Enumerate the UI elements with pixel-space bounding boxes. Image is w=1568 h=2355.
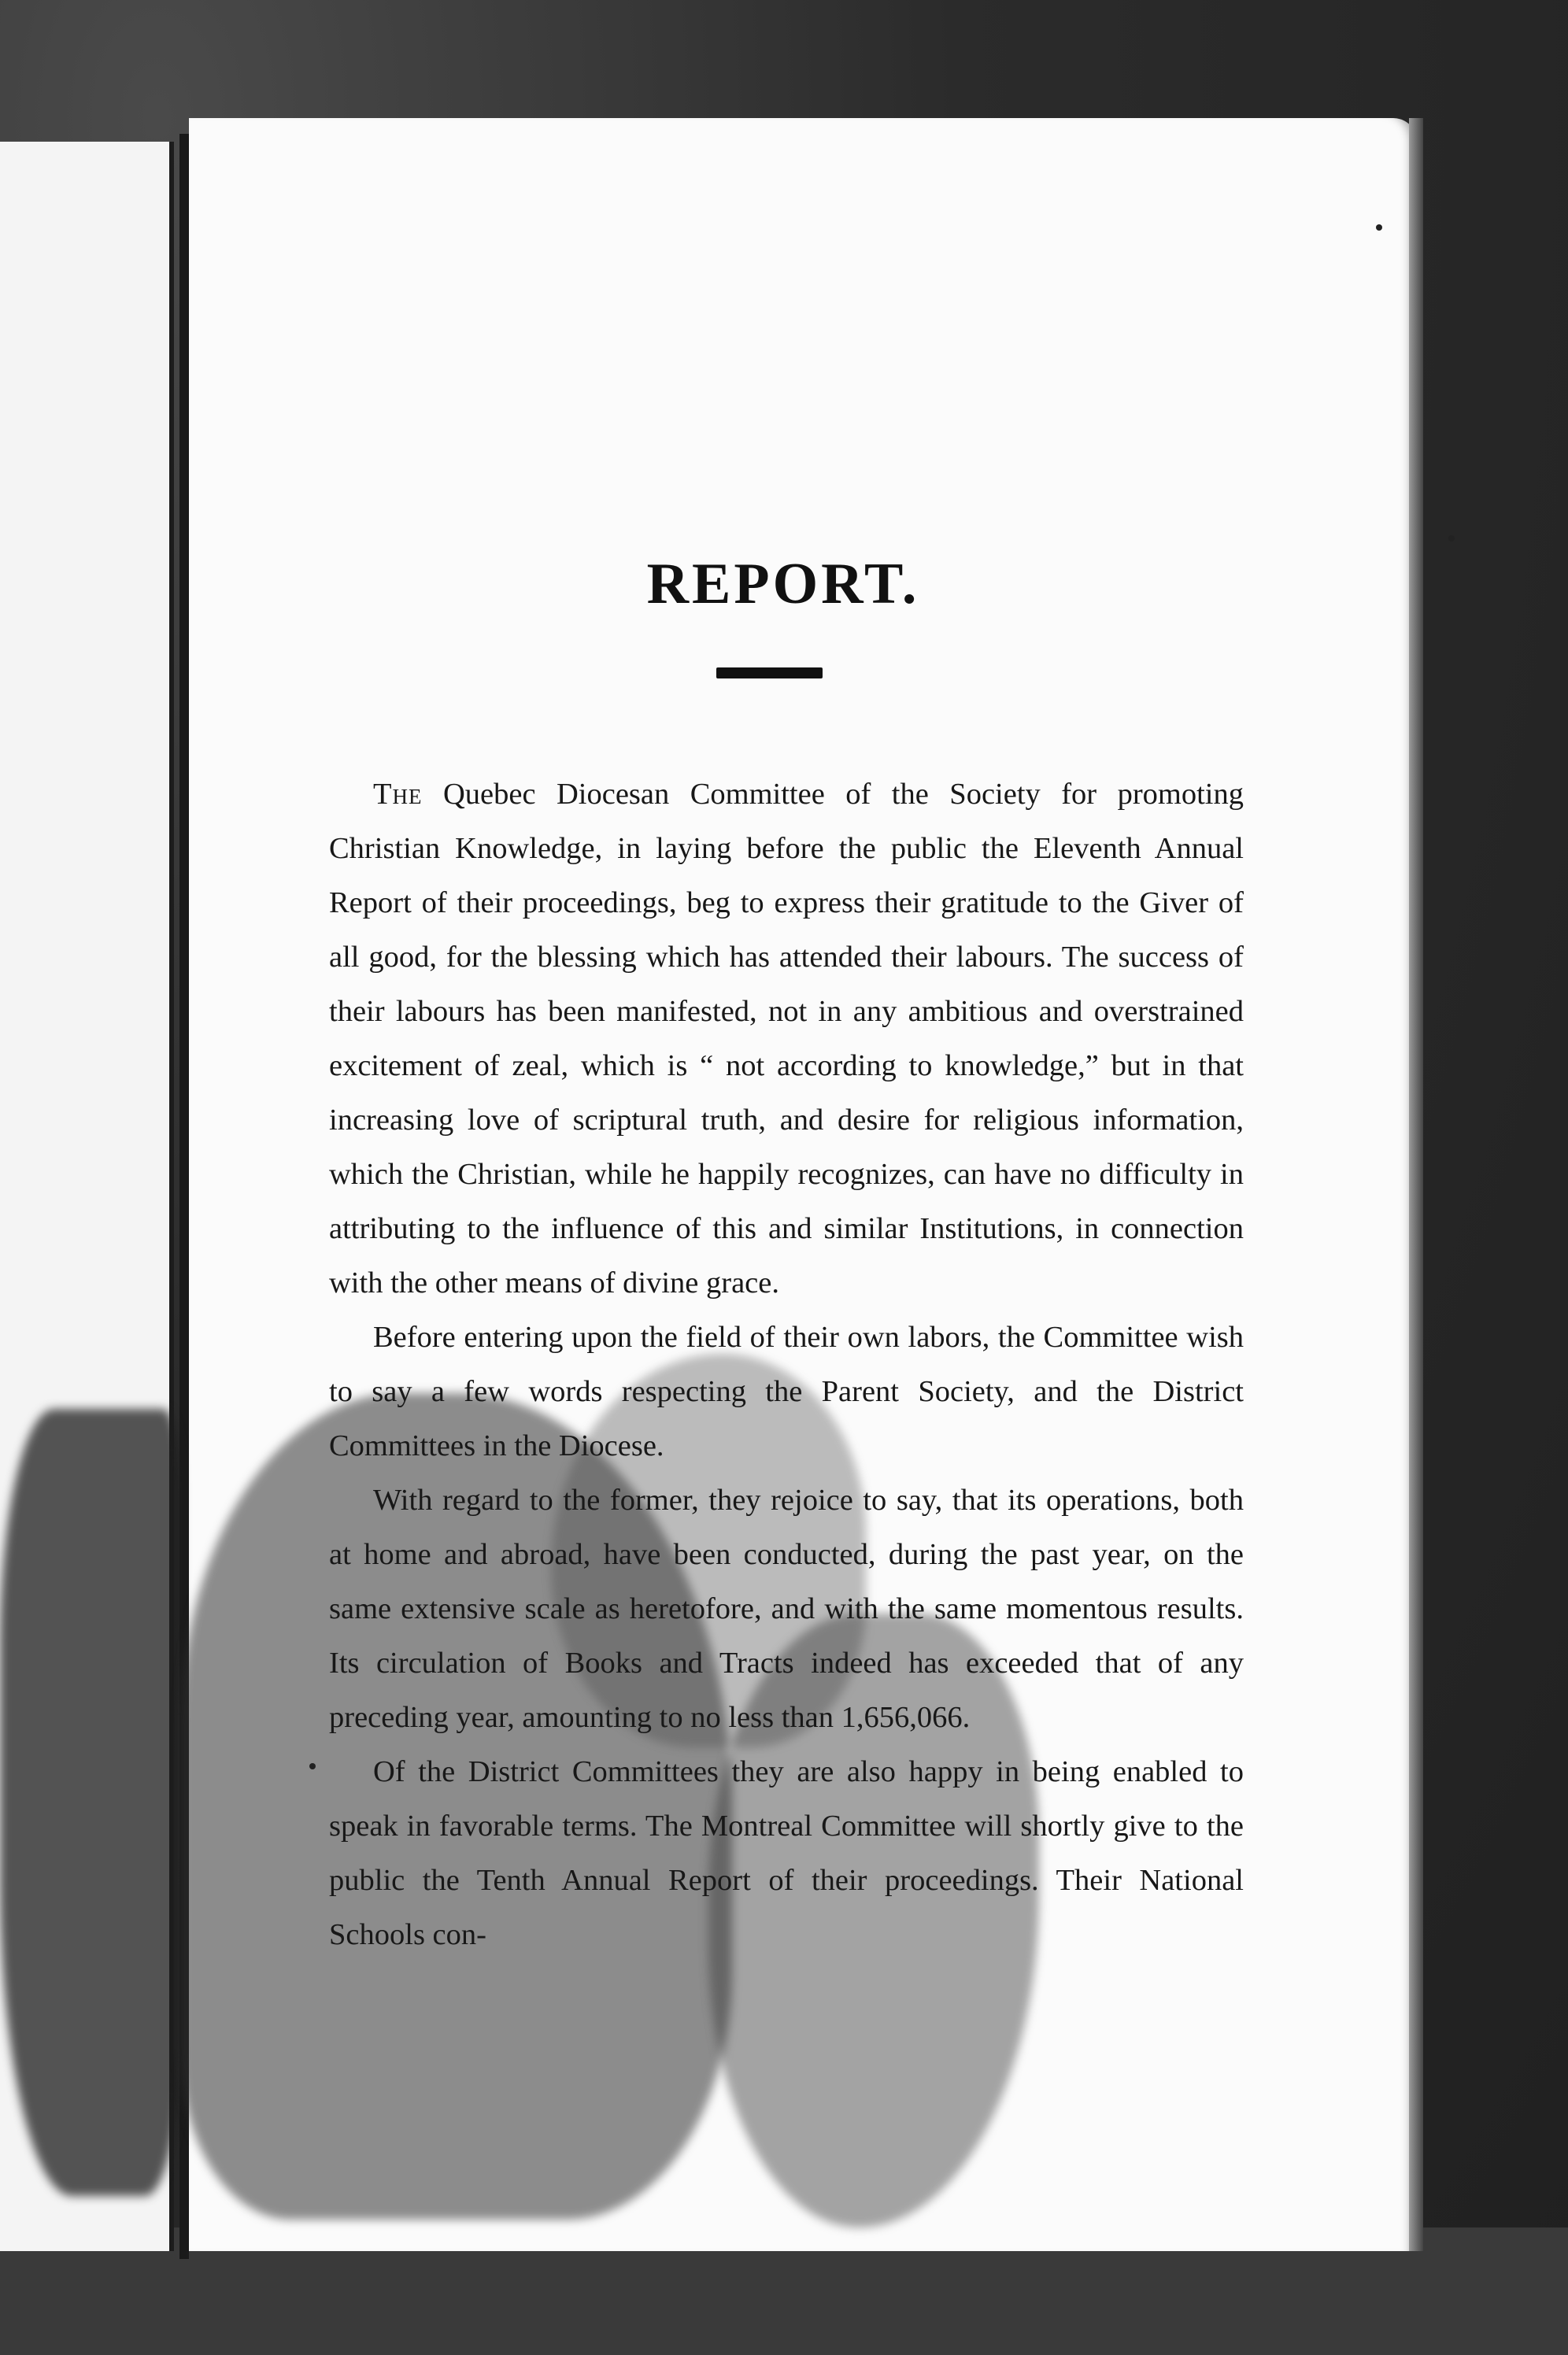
water-stain — [0, 1409, 181, 2196]
paragraph-2: Before entering upon the field of their own labors, the Committee wish to say a few words respecting the Parent Society, and the District Committees in the Diocese. — [329, 1321, 1244, 1462]
opening-word: The — [373, 778, 423, 811]
film-speck — [1376, 224, 1382, 231]
title-rule — [716, 667, 823, 678]
film-speck — [1448, 535, 1455, 542]
report-body — [329, 767, 1244, 1962]
page-title: REPORT. — [646, 551, 920, 616]
paragraph-1 — [329, 767, 1244, 1311]
paragraph-1-text: Quebec Diocesan Committee of the Society for promoting Christian Knowledge, in laying before the public the Eleventh Annual Report of their proceedings, beg to express their gratitude to the Giver of all good, for the blessing which has attended their labours. The success of their labours has been manifested, not in any ambitious and overstrained excitement of zeal, which is “ not according to knowledge,” but in that increasing love of scriptural truth, and desire for religious information, which the Christian, while he happily recognizes, can have no difficulty in attributing to the influence of this and similar Institutions, in connection with the other means of divine grace. — [329, 778, 1244, 1300]
paragraph-3: With regard to the former, they rejoice to say, that its operations, both at home and abroad, have been conducted, during the past year, on the same extensive scale as heretofore, and with the same momentous results. Its circulation of Books and Tracts indeed has exceeded that of any preceding year, amounting to no less than 1,656,066. — [329, 1484, 1244, 1734]
film-speck — [309, 1763, 316, 1769]
page-edge-shadow — [1409, 118, 1423, 2251]
paragraph-4: Of the District Committees they are also happy in being enabled to speak in favorable terms. The Montreal Committee will shortly give to the public the Tenth Annual Report of their proceedings. Their National Schools con- — [329, 1755, 1244, 1951]
